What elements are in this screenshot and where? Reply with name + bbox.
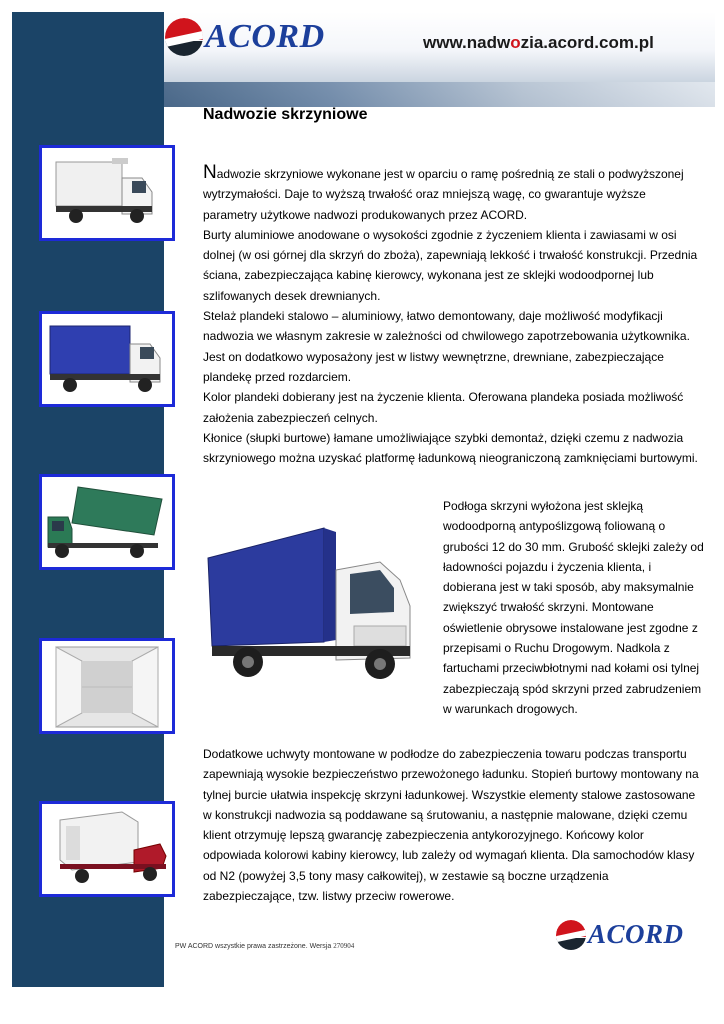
header-gradient-band <box>164 82 715 107</box>
floor-paragraph: Podłoga skrzyni wyłożona jest sklejką wodoodporną antypoślizgową foliowaną o grubości 12 do 30 mm. Grubość sklejki zależy od ładowności pojazdu i życzenia klienta, i dobierana jest w taki sposób, aby maksymalnie zwiększyć trwałość skrzyni. Montowane oświetlenie obrysowe instalowane jest zgodne z przepisami o Ruchu Drogowym. Nadkola z fartuchami przeciwbłotnymi nad kołami osi tylnej zabezpieczają spód skrzyni przed zabrudzeniem w warunkach drogowych. <box>443 499 704 716</box>
thumb-refrigerated-truck <box>39 145 175 241</box>
footer-logo-text: ACORD <box>588 919 684 949</box>
page-title: Nadwozie skrzyniowe <box>203 106 368 123</box>
thumb-tipper-truck <box>39 474 175 570</box>
thumb-box-red-truck <box>39 801 175 897</box>
kolor-text: Kolor plandeki dobierany jest na życzenie klienta. Oferowana plandeka posiada możliwość założenia zabezpieczeń celnych. <box>203 390 684 425</box>
acord-logo <box>165 18 325 56</box>
thumb-curtain-truck <box>39 311 175 407</box>
accessories-paragraph: Dodatkowe uchwyty montowane w podłodze do zabezpieczenia towaru podczas transportu zapewniają wysokie bezpieczeństwo przewożonego ładunku. Stopień burtowy montowany na tylnej burcie ułatwia inspekcję skrzyni ładunkowej. Wszystkie elementy stalowe zastosowane w konstrukcji nadwozia są poddawane są śrutowaniu, a następnie malowane, dzięki czemu klient otrzymuję lepszą gwarancję zabezpieczenia antykorozyjnego. Końcowy kolor odpowiada kolorowi kabiny kierowcy, lub zależy od wymagań klienta. Dla samochodów klasy od N2 (powyżej 3,5 tony masy całkowitej), w zestawie są boczne urządzenia zabezpieczające, tzw. listwy przeciw rowerowe. <box>203 747 699 904</box>
footer-copyright: PW ACORD wszystkie prawa zastrzeżone. Wersja 270904 <box>175 942 355 950</box>
klonice-text: Kłonice (słupki burtowe) łamane umożliwiające szybki demontaż, dzięki czemu z nadwozia skrzyniowego można uzyskać platformę ładunkową nieograniczoną zamknięciami burtowymi. <box>203 430 698 466</box>
intro-paragraph <box>203 164 703 468</box>
curtain-truck-image <box>204 522 424 692</box>
acord-logo-footer <box>556 919 684 950</box>
acord-swoosh-icon <box>165 18 203 56</box>
website-url: www.nadwozia.acord.com.pl <box>423 33 654 52</box>
logo-text: ACORD <box>205 18 325 55</box>
intro-text: adwozie skrzyniowe wykonane jest w oparciu o ramę pośrednią ze stali o podwyższonej wytrzymałości. Daje to wyższą trwałość oraz mniejszą wagę, co gwarantuje wyższe parametry użytkowe nadwozi produkowanych przez ACORD. <box>203 167 684 222</box>
burty-text: Burty aluminiowe anodowane o wysokości zgodnie z życzeniem klienta i zawiasami w osi dolnej (w osi górnej dla skrzyń do zboża), zapewniają lekkość i trwałość konstrukcji. Przednia ściana, zabezpieczająca kabinę kierowcy, wykonana jest ze sklejki wodoodpornej lub szlifowanych desek drewnianych. <box>203 227 698 303</box>
stelaz-text: Stelaż plandeki stalowo – aluminiowy, łatwo demontowany, daje możliwość modyfikacji nadwozia we własnym zakresie w zależności od chwilowego zapotrzebowania użytkownika. Jest on dodatkowo wyposażony jest w listwy wewnętrzne, drewniane, zabezpieczające plandekę przed rozdarciem. <box>203 309 690 384</box>
drop-cap: N <box>203 162 217 183</box>
acord-swoosh-icon <box>556 920 586 950</box>
version-number: 270904 <box>333 942 355 950</box>
thumb-box-interior <box>39 638 175 734</box>
